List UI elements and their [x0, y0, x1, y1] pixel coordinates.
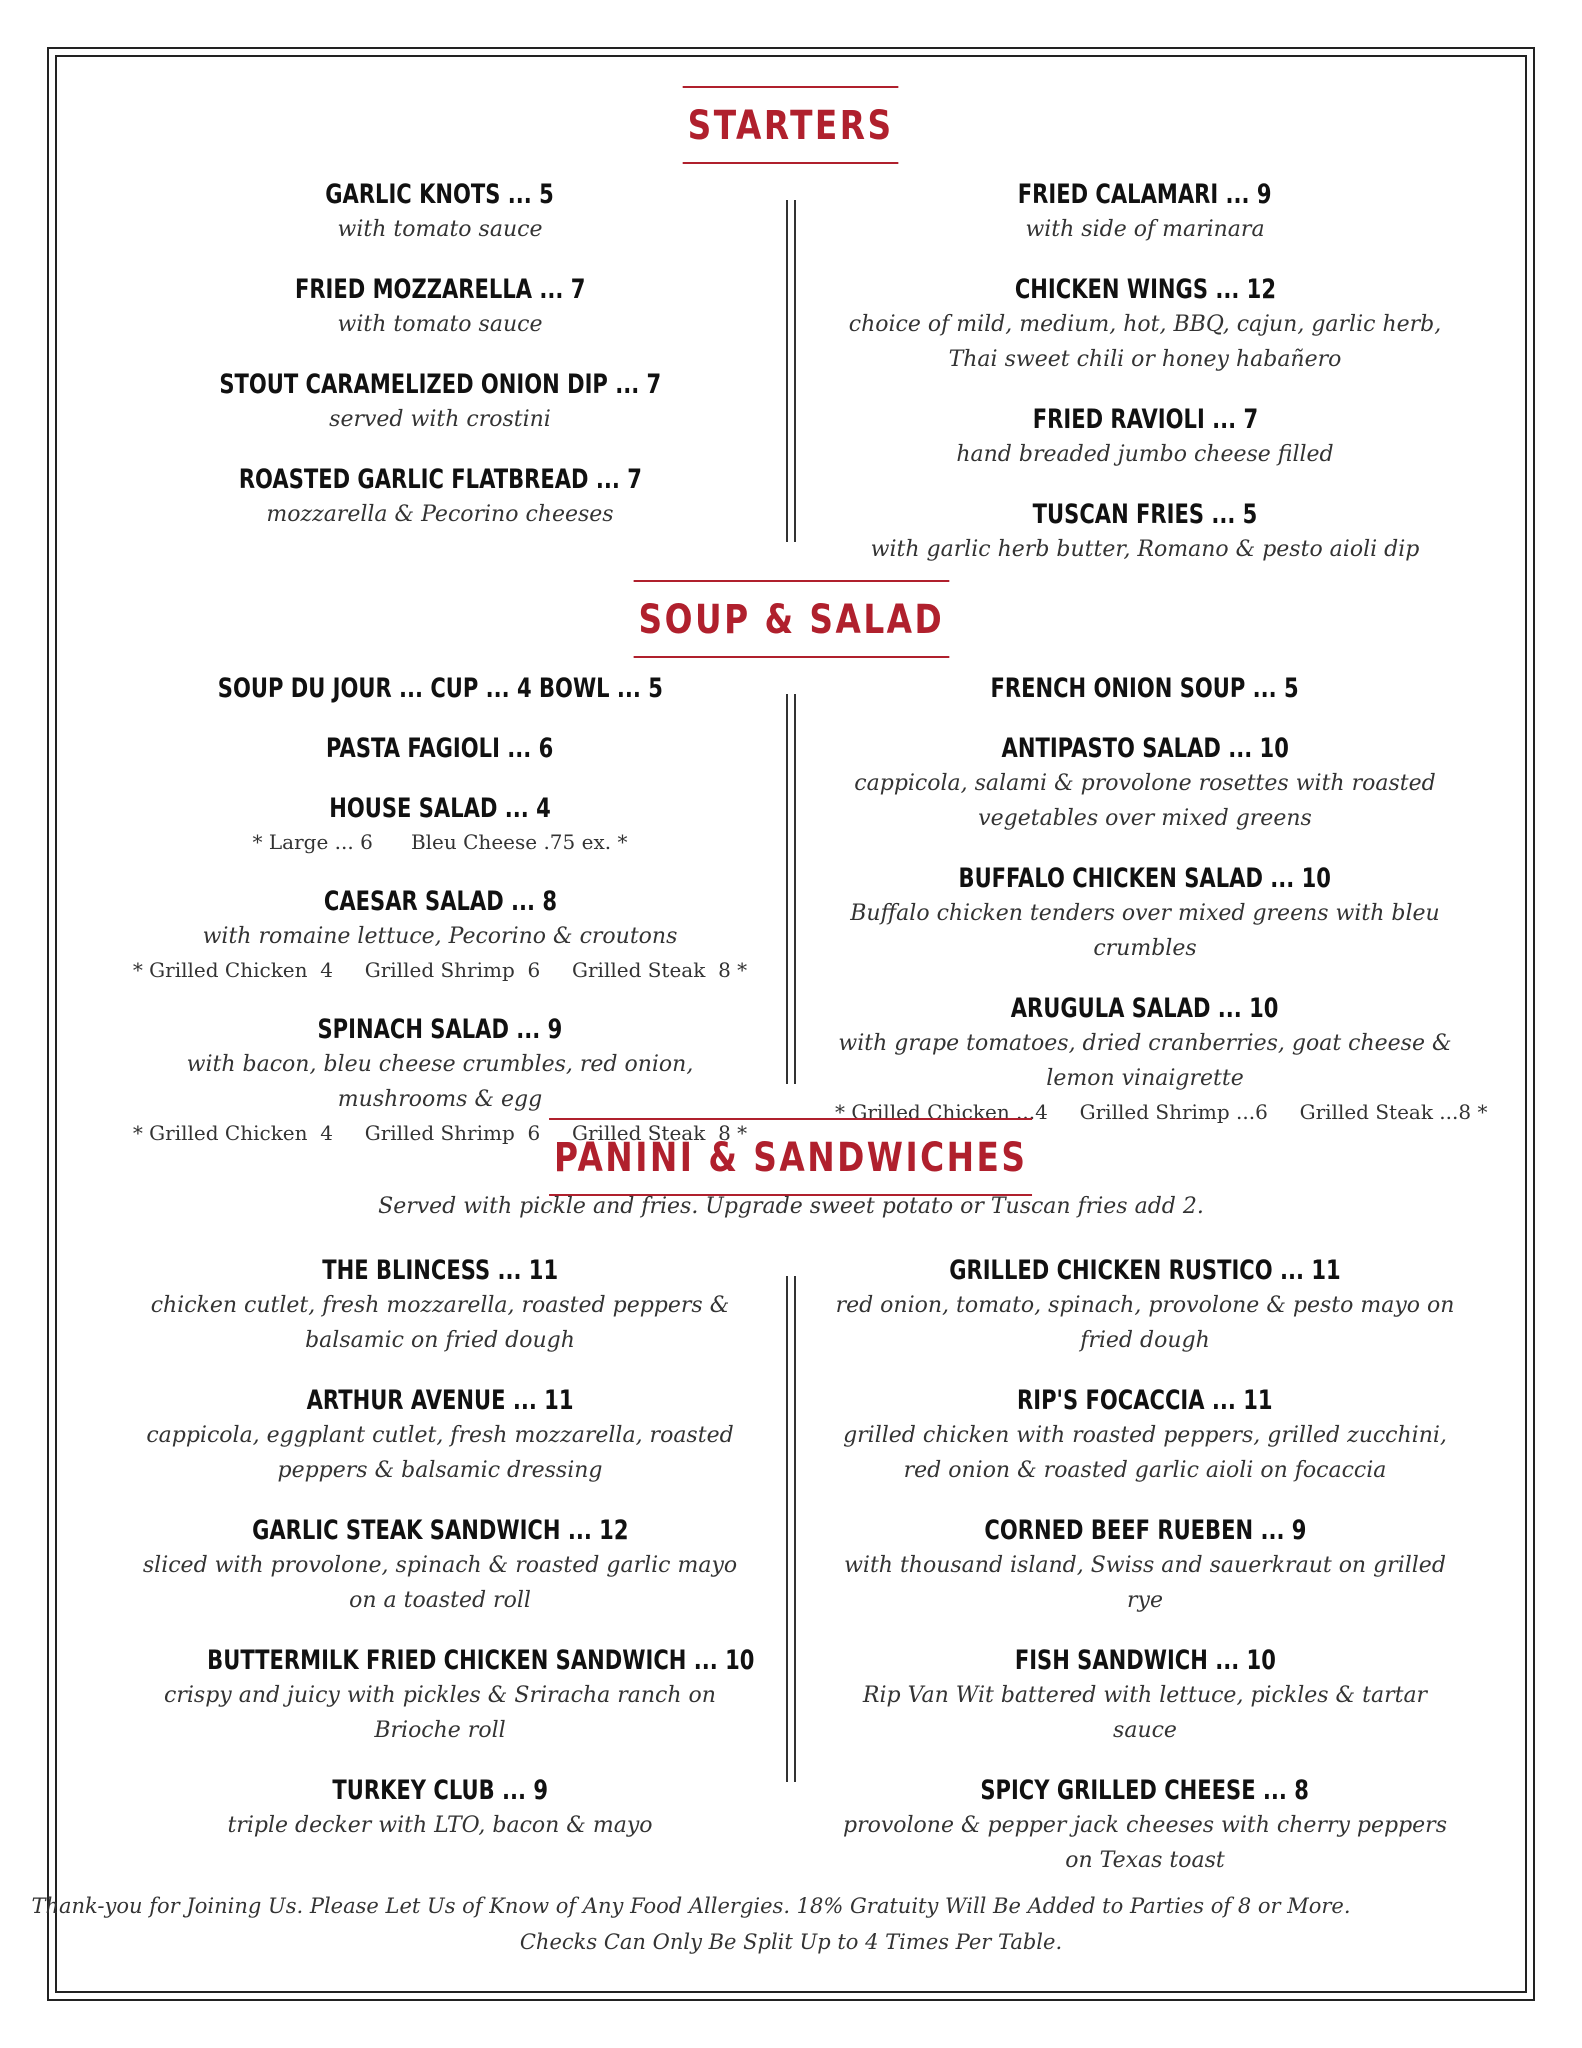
menu-item — [130, 178, 750, 247]
menu-item-description: triple decker with LTO, bacon & mayo — [227, 1813, 653, 1838]
menu-item-name: CORNED BEEF RUEBEN ... 9 — [983, 1515, 1307, 1546]
starters-heading: STARTERS — [683, 86, 899, 164]
menu-item-description: cappicola, salami & provolone rosettes with roasted vegetables over mixed greens — [854, 771, 1436, 831]
menu-item-addons: * Grilled Chicken 4 Grilled Shrimp 6 Grilled Steak 8 * — [132, 1121, 748, 1145]
menu-item-name: TURKEY CLUB ... 9 — [332, 1775, 548, 1806]
menu-item-description: grilled chicken with roasted peppers, grilled zucchini, red onion & roasted garlic aioli on focaccia — [843, 1423, 1447, 1483]
menu-item-name: STOUT CARAMELIZED ONION DIP ... 7 — [219, 369, 661, 400]
menu-item — [835, 178, 1455, 247]
menu-item-name: ANTIPASTO SALAD ... 10 — [1001, 733, 1289, 764]
menu-item — [835, 1774, 1455, 1878]
panini-right-column — [835, 1254, 1455, 1904]
menu-item — [130, 1774, 750, 1843]
starters-left-column — [130, 178, 750, 558]
menu-item-addons: * Grilled Chicken ...4 Grilled Shrimp ...6 Grilled Steak ...8 * — [835, 1100, 1488, 1124]
menu-item-description: with romaine lettuce, Pecorino & croutons — [202, 924, 678, 949]
menu-item-description: with thousand island, Swiss and sauerkraut on grilled rye — [844, 1553, 1446, 1613]
menu-item-description: with bacon, bleu cheese crumbles, red onion, mushrooms & egg — [186, 1052, 694, 1112]
menu-item — [130, 1254, 750, 1358]
section-title-starters — [0, 86, 1582, 164]
menu-item — [835, 1644, 1455, 1748]
menu-item — [130, 273, 750, 342]
menu-item — [130, 792, 750, 859]
column-divider — [786, 200, 796, 542]
menu-item-name: ARTHUR AVENUE ... 11 — [306, 1385, 574, 1416]
soup-salad-right-column — [835, 672, 1488, 1155]
menu-item — [835, 273, 1455, 377]
menu-item-name: HOUSE SALAD ... 4 — [329, 793, 551, 824]
menu-item-name: ROASTED GARLIC FLATBREAD ... 7 — [238, 464, 642, 495]
menu-item-addons: * Large ... 6 Bleu Cheese .75 ex. * — [252, 830, 628, 854]
menu-item — [130, 1384, 750, 1488]
menu-item-name: FRIED CALAMARI ... 9 — [1018, 179, 1272, 210]
menu-item-description: with side of marinara — [1025, 217, 1265, 242]
menu-item-name: TUSCAN FRIES ... 5 — [1032, 499, 1258, 530]
menu-item-name: THE BLINCESS ... 11 — [322, 1255, 558, 1286]
menu-item-name: FRENCH ONION SOUP ... 5 — [990, 673, 1300, 704]
menu-item — [835, 992, 1488, 1129]
section-title-panini — [0, 1118, 1582, 1196]
menu-item-name: SOUP DU JOUR ... CUP ... 4 BOWL ... 5 — [217, 673, 663, 704]
menu-item-description: with tomato sauce — [337, 217, 543, 242]
soup-salad-heading: SOUP & SALAD — [633, 580, 949, 658]
menu-item-description: with garlic herb butter, Romano & pesto aioli dip — [870, 537, 1420, 562]
menu-item-name: FRIED RAVIOLI ... 7 — [1032, 404, 1258, 435]
menu-item-name: SPICY GRILLED CHEESE ... 8 — [980, 1775, 1310, 1806]
panini-left-column — [130, 1254, 755, 1869]
menu-item — [835, 1384, 1455, 1488]
menu-item-name: BUFFALO CHICKEN SALAD ... 10 — [958, 863, 1332, 894]
footer-notice — [0, 1888, 1582, 1960]
column-divider — [786, 1276, 796, 1782]
menu-item-name: GRILLED CHICKEN RUSTICO ... 11 — [949, 1255, 1341, 1286]
menu-item-name: PASTA FAGIOLI ... 6 — [326, 733, 554, 764]
column-divider — [786, 694, 796, 1084]
menu-item-description: sliced with provolone, spinach & roasted garlic mayo on a toasted roll — [142, 1553, 738, 1613]
soup-salad-left-column — [130, 672, 750, 1176]
footer-line-1: Thank-you for Joining Us. Please Let Us of Know of Any Food Allergies. 18% Gratuity Will Be Added to Parties of 8 or More. — [31, 1894, 1351, 1918]
menu-item-name: ARUGULA SALAD ... 10 — [1011, 993, 1279, 1024]
menu-item-name: SPINACH SALAD ... 9 — [317, 1014, 563, 1045]
panini-heading: PANINI & SANDWICHES — [549, 1118, 1032, 1196]
menu-item-description: with tomato sauce — [337, 312, 543, 337]
starters-right-column — [835, 178, 1455, 593]
menu-item-description: chicken cutlet, fresh mozzarella, roasted peppers & balsamic on fried dough — [150, 1293, 730, 1353]
menu-item-description: cappicola, eggplant cutlet, fresh mozzarella, roasted peppers & balsamic dressing — [146, 1423, 734, 1483]
section-title-soup-salad — [0, 580, 1582, 658]
menu-item — [835, 862, 1455, 966]
menu-item-name: FRIED MOZZARELLA ... 7 — [294, 274, 586, 305]
menu-item — [130, 885, 750, 987]
menu-item — [130, 1644, 755, 1748]
menu-item-description: with grape tomatoes, dried cranberries, goat cheese & lemon vinaigrette — [838, 1031, 1452, 1091]
menu-item — [130, 1514, 750, 1618]
menu-item-description: choice of mild, medium, hot, BBQ, cajun, garlic herb, Thai sweet chili or honey habañero — [848, 312, 1442, 372]
menu-item-name: GARLIC STEAK SANDWICH ... 12 — [251, 1515, 629, 1546]
menu-item — [130, 463, 750, 532]
menu-item — [130, 368, 750, 437]
menu-item — [130, 672, 750, 706]
menu-item-description: provolone & pepper jack cheeses with cherry peppers on Texas toast — [843, 1813, 1447, 1873]
footer-line-2: Checks Can Only Be Split Up to 4 Times Per Table. — [519, 1930, 1063, 1954]
menu-item — [835, 732, 1455, 836]
menu-item-description: red onion, tomato, spinach, provolone & pesto mayo on fried dough — [835, 1293, 1455, 1353]
panini-note: Served with pickle and fries. Upgrade sweet potato or Tuscan fries add 2. — [378, 1194, 1204, 1219]
menu-item-name: GARLIC KNOTS ... 5 — [325, 179, 555, 210]
menu-item-description: served with crostini — [329, 407, 551, 432]
menu-item — [835, 403, 1455, 472]
menu-item — [130, 732, 750, 766]
menu-item — [835, 1514, 1455, 1618]
menu-item-description: Rip Van Wit battered with lettuce, pickles & tartar sauce — [862, 1683, 1428, 1743]
menu-item — [835, 498, 1455, 567]
menu-item-name: FISH SANDWICH ... 10 — [1014, 1645, 1276, 1676]
menu-item-description: mozzarella & Pecorino cheeses — [266, 502, 614, 527]
menu-item — [835, 1254, 1455, 1358]
menu-item-name: BUTTERMILK FRIED CHICKEN SANDWICH ... 10 — [207, 1645, 755, 1676]
menu-item-description: Buffalo chicken tenders over mixed greens with bleu crumbles — [850, 901, 1440, 961]
menu-item-addons: * Grilled Chicken 4 Grilled Shrimp 6 Grilled Steak 8 * — [132, 958, 748, 982]
menu-item-name: CAESAR SALAD ... 8 — [323, 886, 557, 917]
menu-item-name: CHICKEN WINGS ... 12 — [1014, 274, 1276, 305]
menu-item-name: RIP'S FOCACCIA ... 11 — [1017, 1385, 1273, 1416]
menu-item — [835, 672, 1455, 706]
menu-item-description: hand breaded jumbo cheese filled — [956, 442, 1334, 467]
menu-item-description: crispy and juicy with pickles & Sriracha ranch on Brioche roll — [164, 1683, 716, 1743]
